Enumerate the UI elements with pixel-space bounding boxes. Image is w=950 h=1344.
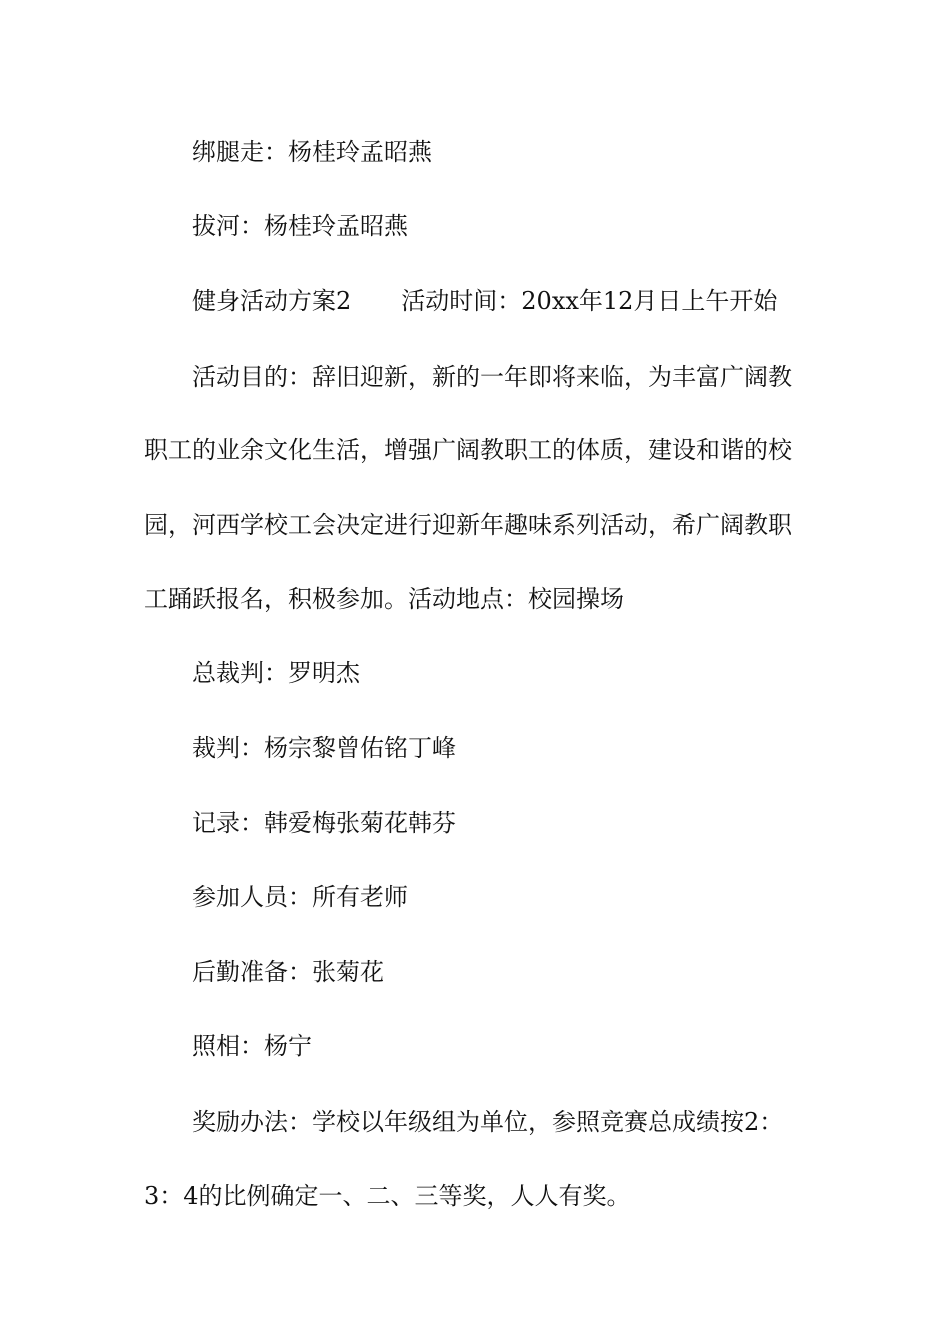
text-line-recorders: 记录：韩爱梅张菊花韩芬 [192,809,456,837]
text-line-purpose-4: 工踊跃报名，积极参加。活动地点：校园操场 [144,585,624,613]
text-line-leg-walk: 绑腿走：杨桂玲孟昭燕 [192,138,432,166]
text-line-purpose-1: 活动目的：辞旧迎新，新的一年即将来临，为丰富广阔教 [192,363,792,391]
text-line-logistics: 后勤准备：张菊花 [192,958,384,986]
text-line-awards-2: 3：4的比例确定一、二、三等奖，人人有奖。 [144,1182,631,1210]
text-line-heading-row [192,286,777,316]
plan-title: 健身活动方案2 [192,287,352,315]
text-line-photography: 照相：杨宁 [192,1032,312,1060]
text-line-chief-referee: 总裁判：罗明杰 [192,659,360,687]
text-line-purpose-2: 职工的业余文化生活，增强广阔教职工的体质，建设和谐的校 [144,436,792,464]
activity-time: 活动时间：20xx年12月日上午开始 [401,287,778,315]
text-line-purpose-3: 园，河西学校工会决定进行迎新年趣味系列活动，希广阔教职 [144,511,792,539]
text-line-referees: 裁判：杨宗黎曾佑铭丁峰 [192,734,456,762]
text-line-awards-1: 奖励办法：学校以年级组为单位，参照竞赛总成绩按2： [192,1108,784,1136]
text-line-participants: 参加人员：所有老师 [192,883,408,911]
text-line-tug-of-war: 拔河：杨桂玲孟昭燕 [192,212,408,240]
